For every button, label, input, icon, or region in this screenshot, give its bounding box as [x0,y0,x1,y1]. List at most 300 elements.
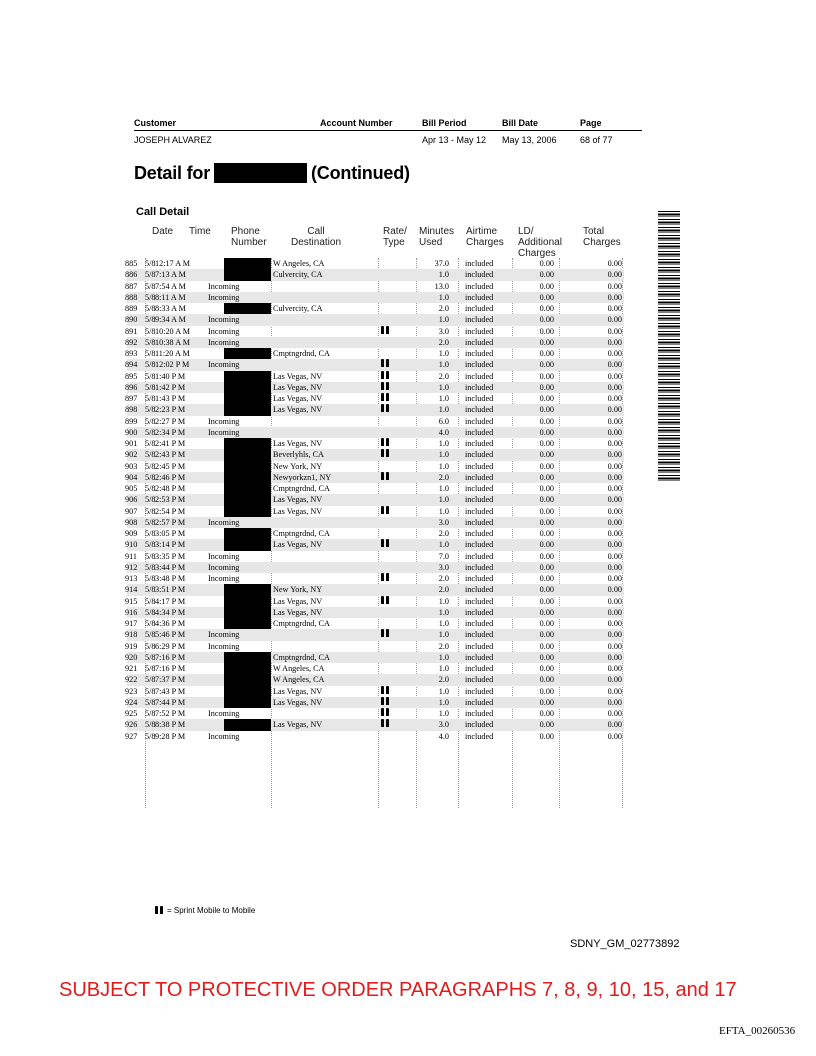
row-number: 891 [125,326,138,336]
airtime-charges: included [465,461,494,471]
redacted-phone-number [224,371,271,382]
col-ld-header [518,226,562,259]
total-charges: 0.00 [607,720,622,730]
col-phone-header [231,226,267,248]
row-number: 908 [125,517,138,527]
airtime-charges: included [465,349,494,358]
call-date: 5/8 [145,337,156,347]
total-charges: 0.00 [607,292,622,302]
call-date: 5/8 [145,405,156,415]
call-row [127,663,624,674]
ld-charges: 0.00 [539,360,554,370]
ld-charges: 0.00 [539,686,554,696]
airtime-charges: included [465,405,494,415]
barcode [658,211,680,481]
airtime-charges: included [465,371,494,381]
call-destination: New York, NY [273,585,323,595]
call-row [127,539,624,550]
total-charges: 0.00 [607,304,622,313]
col-ld-header-line2: Additional [518,237,562,248]
ld-charges: 0.00 [539,596,554,606]
row-number: 916 [125,607,138,617]
call-time: 10:38 A M [155,337,191,347]
call-time: 2:57 P M [155,517,186,527]
call-date: 5/8 [145,461,156,471]
call-date: 5/8 [145,506,156,516]
ld-charges: 0.00 [539,574,554,583]
call-row [127,427,624,438]
call-date: 5/8 [145,697,156,707]
col-minutes-header [419,226,454,248]
call-date: 5/8 [145,326,156,336]
col-total-header-line2: Charges [583,237,621,248]
airtime-charges: included [465,720,494,730]
airtime-charges: included [465,675,494,685]
call-destination: Culvercity, CA [273,304,323,313]
redacted-phone-number [224,438,271,449]
legend-text: = Sprint Mobile to Mobile [167,906,256,915]
row-number: 892 [125,337,138,347]
row-number: 890 [125,315,138,325]
total-charges: 0.00 [607,416,622,426]
row-number: 886 [125,270,138,280]
bill-header-values [134,135,642,147]
col-rate-header-line1: Rate/ [383,226,407,237]
airtime-charges: included [465,551,494,561]
minutes-used: 3.0 [438,720,449,730]
call-time: 2:43 P M [155,450,186,460]
call-date: 5/8 [145,709,156,718]
call-destination: Las Vegas, NV [273,382,323,392]
call-destination: W Angeles, CA [273,259,325,268]
total-charges: 0.00 [607,394,622,403]
airtime-charges: included [465,540,494,550]
row-number: 917 [125,619,138,628]
airtime-charges: included [465,315,494,325]
redacted-phone-number [224,596,271,607]
ld-charges: 0.00 [539,439,554,448]
total-charges: 0.00 [607,349,622,358]
row-number: 927 [125,731,138,741]
call-date: 5/8 [145,574,156,583]
redacted-phone-number [224,393,271,404]
ld-charges: 0.00 [539,495,554,505]
call-date: 5/8 [145,371,156,381]
call-row [127,528,624,539]
airtime-charges: included [465,607,494,617]
call-row [127,506,624,517]
call-time: 11:20 A M [155,349,190,358]
account-number-label: Account Number [320,118,393,128]
airtime-charges: included [465,326,494,336]
ld-charges: 0.00 [539,337,554,347]
col-destination-header-line2: Destination [291,237,342,248]
minutes-used: 2.0 [438,675,449,685]
call-destination: W Angeles, CA [273,675,325,685]
row-number: 894 [125,360,138,370]
col-rate-header-line2: Type [383,237,405,248]
call-date: 5/8 [145,529,156,538]
call-row [127,551,624,562]
call-date: 5/8 [145,360,156,370]
airtime-charges: included [465,562,494,572]
row-number: 906 [125,495,138,505]
redacted-phone-number [224,483,271,494]
minutes-used: 3.0 [438,326,449,336]
call-row [127,596,624,607]
total-charges: 0.00 [607,731,622,741]
row-number: 919 [125,641,138,651]
call-row [127,326,624,337]
minutes-used: 1.0 [438,292,449,302]
row-number: 895 [125,371,138,381]
bill-period-label: Bill Period [422,118,467,128]
call-destination: Las Vegas, NV [273,506,323,516]
customer-label: Customer [134,118,177,128]
minutes-used: 1.0 [438,382,449,392]
total-charges: 0.00 [607,281,622,291]
col-ld-header-line3: Charges [518,248,556,259]
page-number-value: 68 of 77 [580,135,613,145]
total-charges: 0.00 [607,427,622,437]
minutes-used: 13.0 [434,281,449,291]
call-date: 5/8 [145,540,156,550]
ld-charges: 0.00 [539,270,554,280]
total-charges: 0.00 [607,630,622,640]
total-charges: 0.00 [607,540,622,550]
call-destination: Las Vegas, NV [273,394,323,403]
call-time: 7:54 A M [155,281,186,291]
call-time: 9:34 A M [155,315,186,325]
airtime-charges: included [465,596,494,606]
call-date: 5/8 [145,259,156,268]
row-number: 907 [125,506,138,516]
call-date: 5/8 [145,349,156,358]
airtime-charges: included [465,360,494,370]
incoming-label: Incoming [208,427,240,437]
call-time: 7:44 P M [155,697,186,707]
call-time: 3:14 P M [155,540,186,550]
col-phone-header-line1: Phone [231,226,260,237]
row-number: 910 [125,540,138,550]
row-number: 915 [125,596,138,606]
airtime-charges: included [465,337,494,347]
airtime-charges: included [465,686,494,696]
call-time: 3:05 P M [155,529,186,538]
ld-charges: 0.00 [539,281,554,291]
total-charges: 0.00 [607,461,622,471]
call-row [127,382,624,393]
row-number: 913 [125,574,138,583]
call-time: 1:40 P M [155,371,186,381]
airtime-charges: included [465,382,494,392]
row-number: 902 [125,450,138,460]
call-row [127,416,624,427]
incoming-label: Incoming [208,709,240,718]
call-row [127,629,624,640]
call-time: 2:45 P M [155,461,186,471]
airtime-charges: included [465,472,494,482]
total-charges: 0.00 [607,382,622,392]
call-destination: Las Vegas, NV [273,607,323,617]
call-date: 5/8 [145,439,156,448]
total-charges: 0.00 [607,337,622,347]
ld-charges: 0.00 [539,551,554,561]
call-row [127,719,624,730]
call-date: 5/8 [145,630,156,640]
call-date: 5/8 [145,315,156,325]
col-date-header: Date [152,226,174,237]
call-row [127,393,624,404]
call-date: 5/8 [145,562,156,572]
call-date: 5/8 [145,427,156,437]
call-date: 5/8 [145,292,156,302]
total-charges: 0.00 [607,472,622,482]
incoming-label: Incoming [208,315,240,325]
minutes-used: 1.0 [438,619,449,628]
redacted-phone-number [224,686,271,697]
redacted-phone-number [224,269,271,280]
call-destination: Cmptngrdnd, CA [273,619,330,628]
call-date: 5/8 [145,270,156,280]
minutes-used: 1.0 [438,652,449,662]
detail-title [134,163,410,184]
section-title: Call Detail [136,206,190,218]
ld-charges: 0.00 [539,529,554,538]
minutes-used: 1.0 [438,439,449,448]
row-number: 923 [125,686,138,696]
airtime-charges: included [465,664,494,673]
ld-charges: 0.00 [539,619,554,628]
row-number: 920 [125,652,138,662]
total-charges: 0.00 [607,596,622,606]
col-minutes-header-line1: Minutes [419,226,455,237]
minutes-used: 2.0 [438,337,449,347]
call-destination: Las Vegas, NV [273,371,323,381]
call-row [127,708,624,719]
call-time: 6:29 P M [155,641,186,651]
call-row [127,348,624,359]
ld-charges: 0.00 [539,382,554,392]
minutes-used: 1.0 [438,686,449,696]
airtime-charges: included [465,292,494,302]
total-charges: 0.00 [607,551,622,561]
minutes-used: 4.0 [438,731,449,741]
call-destination: Las Vegas, NV [273,495,323,505]
page-label: Page [580,118,602,128]
call-destination: Las Vegas, NV [273,439,323,448]
airtime-charges: included [465,450,494,460]
call-row [127,618,624,629]
incoming-label: Incoming [208,360,240,370]
call-row [127,404,624,415]
incoming-label: Incoming [208,517,240,527]
call-date: 5/8 [145,619,156,628]
airtime-charges: included [465,484,494,493]
call-date: 5/8 [145,664,156,673]
redacted-phone-number [224,449,271,460]
call-time: 8:38 P M [155,720,186,730]
incoming-label: Incoming [208,641,240,651]
row-number: 909 [125,529,138,538]
total-charges: 0.00 [607,259,622,268]
call-time: 8:33 A M [155,304,186,313]
col-destination-header-line1: Call [307,226,325,237]
total-charges: 0.00 [607,562,622,572]
col-minutes-header-line2: Used [419,237,443,248]
incoming-label: Incoming [208,562,240,572]
call-detail-table [127,258,624,742]
minutes-used: 3.0 [438,517,449,527]
row-number: 887 [125,281,138,291]
ld-charges: 0.00 [539,641,554,651]
airtime-charges: included [465,270,494,280]
minutes-used: 2.0 [438,529,449,538]
minutes-used: 6.0 [438,416,449,426]
total-charges: 0.00 [607,495,622,505]
call-time: 3:35 P M [155,551,186,561]
redacted-phone-number [224,258,271,269]
call-date: 5/8 [145,484,156,493]
call-date: 5/8 [145,731,156,741]
call-row [127,292,624,303]
airtime-charges: included [465,652,494,662]
ld-charges: 0.00 [539,585,554,595]
redacted-phone-number [224,607,271,618]
row-number: 899 [125,416,138,426]
call-row [127,359,624,370]
minutes-used: 2.0 [438,574,449,583]
ld-charges: 0.00 [539,697,554,707]
total-charges: 0.00 [607,652,622,662]
row-number: 897 [125,394,138,403]
call-date: 5/8 [145,304,156,313]
call-time: 2:23 P M [155,405,186,415]
call-destination: Beverlyhls, CA [273,450,324,460]
airtime-charges: included [465,439,494,448]
total-charges: 0.00 [607,585,622,595]
row-number: 896 [125,382,138,392]
total-charges: 0.00 [607,270,622,280]
bates-number: SDNY_GM_02773892 [570,938,680,950]
call-row [127,641,624,652]
bill-period-value: Apr 13 - May 12 [422,135,487,145]
airtime-charges: included [465,394,494,403]
row-number: 889 [125,304,138,313]
efta-number: EFTA_00260536 [719,1025,796,1037]
call-date: 5/8 [145,585,156,595]
call-destination: Las Vegas, NV [273,720,323,730]
call-time: 3:44 P M [155,562,186,572]
ld-charges: 0.00 [539,506,554,516]
call-time: 4:36 P M [155,619,186,628]
call-row [127,472,624,483]
bill-header-labels [134,118,642,130]
col-time-header: Time [189,226,211,237]
call-destination: Las Vegas, NV [273,405,323,415]
airtime-charges: included [465,585,494,595]
call-row [127,697,624,708]
call-time: 7:52 P M [155,709,186,718]
header-rule [134,130,642,131]
call-destination: Newyorkzn1, NY [273,472,332,482]
total-charges: 0.00 [607,517,622,527]
total-charges: 0.00 [607,697,622,707]
call-time: 2:41 P M [155,439,186,448]
total-charges: 0.00 [607,641,622,651]
ld-charges: 0.00 [539,720,554,730]
total-charges: 0.00 [607,506,622,516]
call-row [127,562,624,573]
row-number: 918 [125,630,138,640]
mobile-to-mobile-icon [155,906,164,914]
row-number: 924 [125,697,138,707]
redacted-phone-number [224,303,271,314]
airtime-charges: included [465,619,494,628]
col-ld-header-line1: LD/ [518,226,534,237]
col-rate-header [383,226,407,248]
airtime-charges: included [465,259,494,268]
airtime-charges: included [465,529,494,538]
row-number: 922 [125,675,138,685]
call-date: 5/8 [145,394,156,403]
call-row [127,573,624,584]
minutes-used: 1.0 [438,315,449,325]
call-time: 1:43 P M [155,394,186,403]
ld-charges: 0.00 [539,461,554,471]
call-time: 4:17 P M [155,596,186,606]
redacted-phone-number [224,528,271,539]
call-time: 7:37 P M [155,675,186,685]
minutes-used: 1.0 [438,360,449,370]
ld-charges: 0.00 [539,427,554,437]
call-date: 5/8 [145,281,156,291]
total-charges: 0.00 [607,709,622,718]
detail-title-prefix: Detail for [134,163,211,183]
call-date: 5/8 [145,495,156,505]
incoming-label: Incoming [208,551,240,561]
redacted-phone-number [224,461,271,472]
call-row [127,607,624,618]
call-destination: New York, NY [273,461,323,471]
ld-charges: 0.00 [539,259,554,268]
call-time: 3:48 P M [155,574,186,583]
minutes-used: 1.0 [438,709,449,718]
total-charges: 0.00 [607,675,622,685]
redacted-phone-number [224,719,271,730]
incoming-label: Incoming [208,630,240,640]
col-total-header [583,226,621,248]
col-phone-header-line2: Number [231,237,267,248]
row-number: 900 [125,427,138,437]
ld-charges: 0.00 [539,315,554,325]
total-charges: 0.00 [607,664,622,673]
ld-charges: 0.00 [539,664,554,673]
call-row [127,258,624,269]
minutes-used: 2.0 [438,641,449,651]
call-time: 7:13 A M [155,270,186,280]
minutes-used: 1.0 [438,405,449,415]
incoming-label: Incoming [208,281,240,291]
call-date: 5/8 [145,450,156,460]
call-destination: Culvercity, CA [273,270,323,280]
airtime-charges: included [465,697,494,707]
ld-charges: 0.00 [539,326,554,336]
incoming-label: Incoming [208,574,240,583]
call-destination: Cmptngrdnd, CA [273,529,330,538]
call-time: 7:16 P M [155,664,186,673]
detail-title-suffix: (Continued) [311,163,410,183]
